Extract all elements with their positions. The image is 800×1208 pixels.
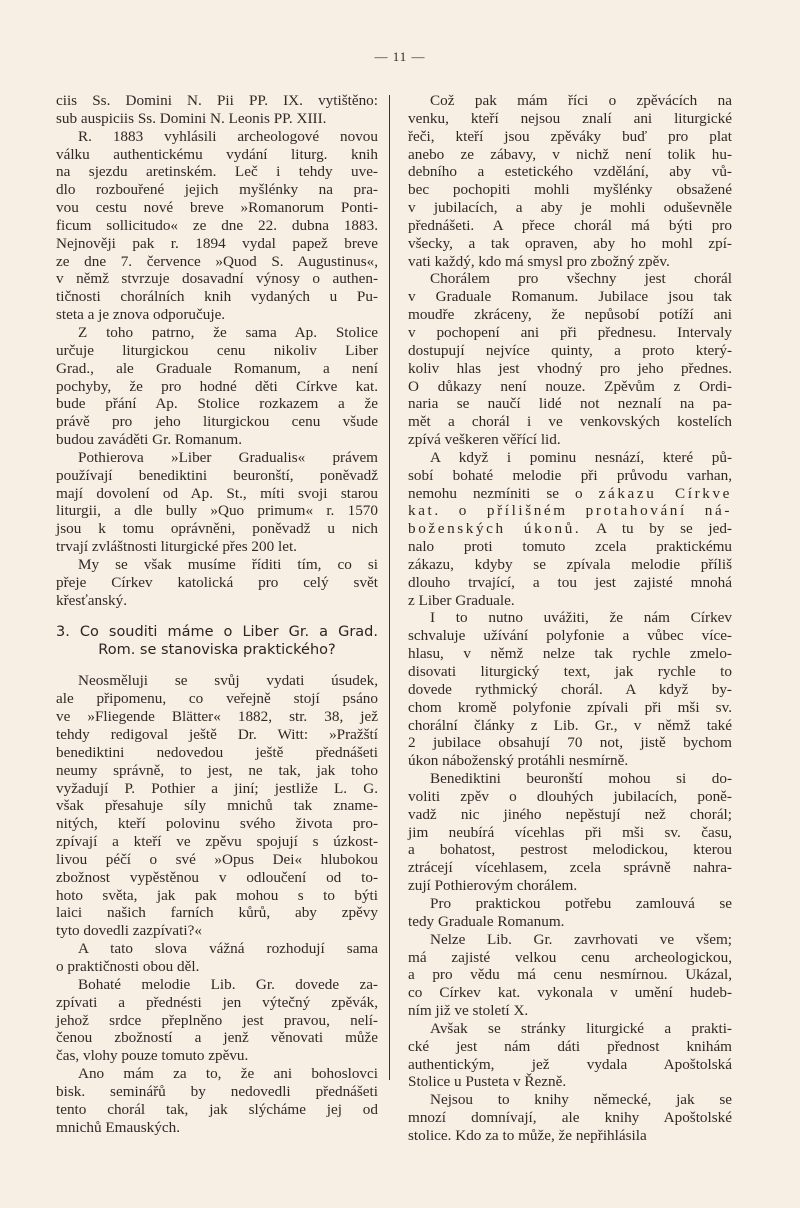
text-line: v Graduale Romanum. Jubilace jsou tak <box>408 288 732 306</box>
text-line: I to nutno uvážiti, že nám Církev <box>430 609 732 627</box>
paragraph <box>408 609 732 770</box>
text-line: určuje liturgickou cenu nikoliv Liber <box>56 341 378 359</box>
text-line: ze dne 7. července »Quod S. Augustinus«, <box>56 252 378 270</box>
text-line: laici našich farních kůrů, aby zpěvy <box>56 904 378 922</box>
text-line: bude přání Ap. Stolice rozkazem a že <box>56 395 378 413</box>
text-line: dlo rozbouřené jejich myšlénky na pra- <box>56 181 378 199</box>
text-line: koliv hlas jest vhodný pro jeho přednes. <box>408 359 732 377</box>
text-line: venku, kteří nejsou znalí ani liturgické <box>408 109 732 127</box>
paragraph <box>56 449 378 556</box>
text-line: trvají zvláštnosti liturgické přes 200 let. <box>56 538 297 556</box>
text-line: přednášeti. A přece chorál má býti pro <box>408 216 732 234</box>
text-line: právě pro jeho liturgickou cenu všude <box>56 413 378 431</box>
text-line: mnichů Emauských. <box>56 1118 181 1136</box>
text-line: Pro praktickou potřebu zamlouvá se <box>430 894 732 912</box>
text-line: Z toho patrno, že sama Ap. Stolice <box>78 323 378 341</box>
text-line: nitých, kteří polovinu svého života pro- <box>56 815 378 833</box>
text-line: Bohaté melodie Lib. Gr. dovede za- <box>78 975 378 993</box>
text-line: Benediktini beuronští mohou si do- <box>430 770 732 788</box>
text-line: vou cestu nové breve »Romanorum Ponti- <box>56 199 378 217</box>
text-line: nemohu nezmíniti se o zákazu Církve <box>408 484 732 502</box>
text-line: benediktini nedovedou ještě přednášeti <box>56 743 378 761</box>
text-line: zákazu, kdyby se zpívala melodie příliš <box>408 555 732 573</box>
text-line: o praktičnosti obou děl. <box>56 957 200 975</box>
text-line: neumy správně, to jest, ne tak, jak toho <box>56 761 378 779</box>
text-line: voliti zpěv o dlouhých jubilacích, poně- <box>408 787 732 805</box>
paragraph <box>56 556 378 610</box>
text-line: jsou k tomu oprávněni, poněvadž u nich <box>56 520 378 538</box>
text-line: Rom. se stanoviska praktického? <box>98 642 336 659</box>
text-line: jehož srdce přeplněno jest pravou, nelí- <box>56 1011 378 1029</box>
text-line: budou zaváděti Gr. Romanum. <box>56 431 243 449</box>
text-line: 3. Co souditi máme o Liber Gr. a Grad. <box>56 624 378 641</box>
text-line: bisk. seminářů by nedovedli přednášeti <box>56 1082 378 1100</box>
text-line: Stolice u Pusteta v Řezně. <box>408 1073 567 1091</box>
paragraph <box>408 895 732 931</box>
text-line: Nelze Lib. Gr. zavrhovati ve všem; <box>430 930 732 948</box>
text-line: úkon náboženský protáhli nesmírně. <box>408 752 629 770</box>
text-line: debního a estetického vzdělání, aby vů- <box>408 163 732 181</box>
text-line: z Liber Graduale. <box>408 591 515 609</box>
text-line: vadž nic jiného nepěstují než chorál; <box>408 805 732 823</box>
text-line: tento chorál tak, jak slýcháme jej od <box>56 1100 378 1118</box>
paragraph <box>408 1091 732 1145</box>
text-line: tehdy redigoval ještě Dr. Witt: »Pražští <box>56 726 378 743</box>
spaced-emphasis: boženských úkonů. <box>408 520 582 538</box>
text-line: vati každý, kdo má smysl pro zbožný zpěv. <box>408 252 670 270</box>
text-line: čenou zbožností a jenž věnovati může <box>56 1029 378 1047</box>
paragraph <box>408 270 732 448</box>
text-line: zpívati a přednésti jen výtečný zpěvák, <box>56 993 378 1011</box>
text-line: cké jest nám dáti přednost knihám <box>408 1037 732 1055</box>
text-line: vyžadují P. Pothier a jiní; jestliže L. G. <box>56 779 378 797</box>
paragraph <box>56 976 378 1065</box>
paragraph <box>56 324 378 449</box>
text-line: Ano mám za to, že ani bohoslovci <box>78 1065 378 1083</box>
text-line: v jubilacích, a aby je mohli oduševněle <box>408 199 732 217</box>
paragraph <box>56 940 378 976</box>
text-line: zpívá veškeren věřící lid. <box>408 431 561 449</box>
text-line: křesťanský. <box>56 591 128 609</box>
text-line: Pothierova »Liber Gradualis« právem <box>78 448 378 466</box>
text-line: ztrácejí vícehlasem, zcela správně nahra- <box>408 859 732 877</box>
text-line: tičnosti chorálních knih vydaných u Pu- <box>56 288 378 306</box>
text-line: používají benediktini beuronští, poněvadž <box>56 466 378 484</box>
text-line: hlasu, v němž nelze tak rychle zmelo- <box>408 645 732 663</box>
text-line: O důkazy není nouze. Zpěvům z Ordi- <box>408 377 732 395</box>
paragraph <box>56 1065 378 1136</box>
column-divider <box>389 95 390 1080</box>
text-line: R. 1883 vyhlásili archeologové novou <box>78 127 378 145</box>
text-line: čas, vlohy pouze tomuto zpěvu. <box>56 1047 249 1065</box>
paragraph <box>408 770 732 895</box>
text-line: zpívají a kteří ve zpěvu spojují s úzkost- <box>56 833 378 851</box>
text-line: ale připomenu, co veřejně stojí psáno <box>56 690 378 708</box>
text-line: v němž stvrzuje dosavadní výnosy o authen- <box>56 270 378 288</box>
paragraph <box>408 92 732 270</box>
left-column <box>56 92 378 1136</box>
page-number: — 11 — <box>374 49 426 64</box>
text-line: zují Pothierovým chorálem. <box>408 877 578 895</box>
text-line: tyto dovedli zazpívati?« <box>56 922 202 940</box>
text-line: co Církev kat. vykonala v umění hudeb- <box>408 984 732 1002</box>
text-line: ve »Fliegende Blätter« 1882, str. 38, jež <box>56 708 378 726</box>
text-line: a pro vědu má cenu nesmírnou. Ukázal, <box>408 966 732 984</box>
text-line: mět a chorál i ve venkovských kostelích <box>408 413 732 431</box>
text-line: liturgii, a dle bully »Quo primum« r. 1570 <box>56 502 378 520</box>
text-line: ficum sollicitudo« ze dne 22. dubna 1883. <box>56 216 378 234</box>
text-line: ciis Ss. Domini N. Pii PP. IX. vytištěno: <box>56 92 378 109</box>
text-line: řeči, kteří jsou zpěváky buď pro plat <box>408 127 732 145</box>
text-line: tedy Graduale Romanum. <box>408 912 565 930</box>
text-line <box>408 502 732 520</box>
text-line: dostupují nejvíce quinty, a proto který- <box>408 341 732 359</box>
text-line: Nejnověji pak r. 1894 vydal papež breve <box>56 234 378 252</box>
text-line: mají dovolení od Ap. St., míti svoji starou <box>56 484 378 502</box>
paragraph <box>56 92 378 128</box>
text-line: chorální články z Lib. Gr., v němž také <box>408 716 732 734</box>
text-line: v pochopení ani při přednesu. Intervaly <box>408 323 732 341</box>
text-line: steta a je znova odporučuje. <box>56 306 226 324</box>
text-line: A tato slova vážná rozhodují sama <box>78 940 378 958</box>
text-line: přeje Církev katolická pro celý svět <box>56 573 378 591</box>
text-line: jim neubírá vícehlas při mši sv. času, <box>408 823 732 841</box>
text-line: všecky, a tak opraven, aby ho mohl zpí- <box>408 234 732 252</box>
text-line: zbožnost vypěstěnou v odloučení od to- <box>56 868 378 886</box>
text-line: boženských úkonů. A tu by se jed- <box>408 520 732 538</box>
section-heading <box>56 623 378 659</box>
right-column <box>408 92 732 1145</box>
text-line: na sjezdu aretinském. Leč i tehdy uve- <box>56 163 378 181</box>
paragraph <box>56 128 378 324</box>
text-line: Nejsou to knihy německé, jak se <box>430 1091 732 1109</box>
text-line: A když i pominu nesnází, které pů- <box>430 448 732 466</box>
text-line: anebo ze zábavy, v nichž není tolik hu- <box>408 145 732 163</box>
text-line: Grad., ale Graduale Romanum, a není <box>56 359 378 377</box>
text-line: stolice. Kdo za to může, že nepřihlásila <box>408 1126 647 1144</box>
text-line: naria se naučí lidé not neznalí na pa- <box>408 395 732 413</box>
text-line: dlouho trvající, a tou jest zajisté mnohá <box>408 573 732 591</box>
text-line: disovati liturgický text, jak rychle to <box>408 663 732 680</box>
text-line: pochyby, že pro hodné děti Církve kat. <box>56 377 378 395</box>
text-line: Což pak mám říci o zpěvácích na <box>430 92 732 109</box>
text-line: schvaluje užívání polyfonie a vůbec více- <box>408 627 732 645</box>
text-line: ním již ve století X. <box>408 1002 529 1020</box>
text-line: sub auspiciis Ss. Domini N. Leonis PP. XIII. <box>56 109 327 127</box>
paragraph <box>56 672 378 940</box>
text-line: hoto světa, jak pak mohou s to býti <box>56 886 378 904</box>
text-line: má zajisté velkou cenu archeologickou, <box>408 948 732 966</box>
text-line: sobí bohaté melodie při průvodu varhan, <box>408 466 732 484</box>
text-line: chom kromě polyfonie zpívali při mši sv. <box>408 698 732 716</box>
text-line: dovede rythmický chorál. A když by- <box>408 680 732 698</box>
paragraph <box>408 449 732 610</box>
text-line: Chorálem pro všechny jest chorál <box>430 270 732 288</box>
text-line: 2 jubilace obsahují 70 not, jistě bychom <box>408 734 732 752</box>
text-line: bec pochopiti mohli myšlénky obsažené <box>408 181 732 199</box>
spaced-emphasis: kat. o přílišném protahování ná- <box>408 502 732 520</box>
text-line: moudře zkráceny, že nepůsobí potíží ani <box>408 306 732 324</box>
text-line: mnozí domnívají, ale knihy Apoštolské <box>408 1109 732 1127</box>
text-line: nalo proti tomuto zcela praktickému <box>408 538 732 556</box>
text-line: Avšak se stránky liturgické a prakti- <box>430 1019 732 1037</box>
text-line: a bohatost, pestrost melodickou, kterou <box>408 841 732 859</box>
text-line: My se však musíme říditi tím, co si <box>78 555 378 573</box>
text-line: však přesahuje síly mnichů tak zname- <box>56 797 378 815</box>
spaced-emphasis: zákazu Církve <box>598 484 732 502</box>
paragraph <box>408 1020 732 1091</box>
paragraph <box>408 931 732 1020</box>
text-line: Neosměluji se svůj vydati úsudek, <box>78 672 378 690</box>
text-line: válku authentickému vydání liturg. knih <box>56 145 378 163</box>
text-line: authentickým, jež vydala Apoštolská <box>408 1055 732 1073</box>
text-line: livou péčí o své »Opus Dei« hlubokou <box>56 850 378 868</box>
